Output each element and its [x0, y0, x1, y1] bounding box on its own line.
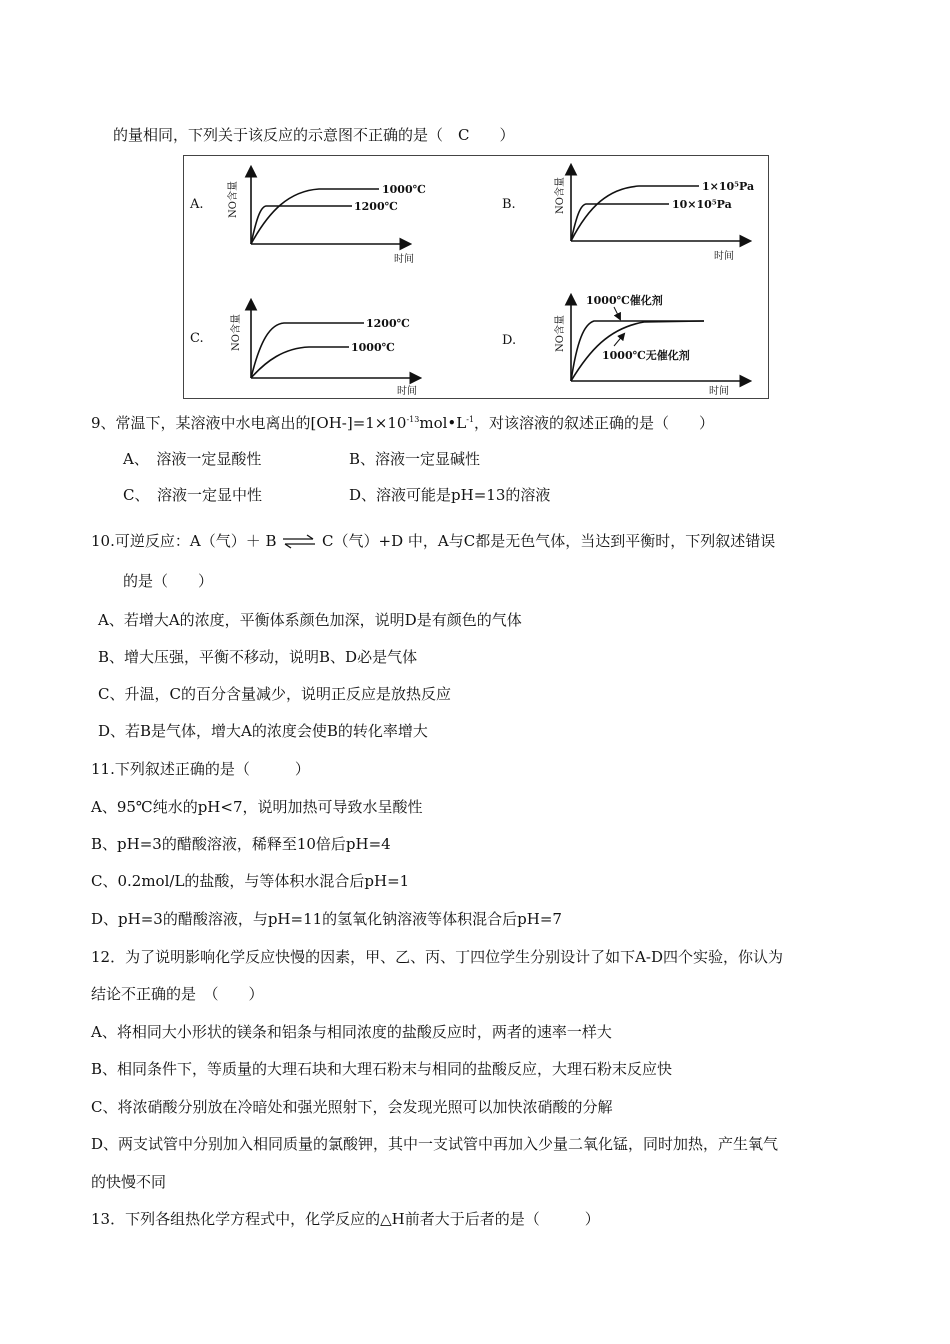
q12-option-c: C、将浓硝酸分别放在冷暗处和强光照射下，会发现光照可以加快浓硝酸的分解: [91, 1098, 613, 1116]
question-13-stem: 13．下列各组热化学方程式中，化学反应的△H前者大于后者的是（ ）: [91, 1210, 600, 1228]
q9-exp2: -1: [466, 415, 475, 424]
panel-b-label-1: 1×10⁵Pa: [702, 180, 755, 193]
panel-a-label-1200: 1200℃: [354, 200, 398, 213]
q12-option-d: D、两支试管中分别加入相同质量的氯酸钾，其中一支试管中再加入少量二氧化锰，同时加热，产生氧气: [91, 1135, 779, 1153]
q9-stem-b: mol•L: [419, 414, 467, 432]
q9-option-d: D、溶液可能是pH=13的溶液: [349, 486, 551, 504]
panel-a: [189, 168, 426, 265]
panel-c-xlabel: 时间: [397, 386, 417, 397]
q9-option-b: B、溶液一定显碱性: [349, 450, 481, 468]
panel-d-label-catalyst: 1000℃催化剂: [586, 294, 663, 307]
panel-d-xlabel: 时间: [709, 386, 729, 397]
q10-option-a: A、若增大A的浓度，平衡体系颜色加深，说明D是有颜色的气体: [98, 611, 522, 629]
panel-b-ylabel: NO含量: [555, 177, 566, 214]
q11-option-b: B、pH=3的醋酸溶液，稀释至10倍后pH=4: [91, 835, 391, 853]
q9-stem-c: ，对该溶液的叙述正确的是（ ）: [474, 414, 715, 432]
panel-d-ylabel: NO含量: [555, 315, 566, 352]
q11-option-d: D、pH=3的醋酸溶液，与pH=11的氢氧化钠溶液等体积混合后pH=7: [91, 910, 562, 928]
question-11-stem: 11.下列叙述正确的是（ ）: [91, 760, 310, 778]
q11-option-a: A、95℃纯水的pH<7，说明加热可导致水呈酸性: [91, 798, 423, 816]
panel-c: [190, 301, 419, 397]
panel-d: [502, 293, 749, 397]
panel-a-ylabel: NO含量: [228, 181, 239, 218]
q12-option-d-cont: 的快慢不同: [91, 1173, 167, 1191]
q9-exp: -13: [406, 415, 420, 424]
panel-b-letter: B.: [502, 197, 516, 212]
panel-c-letter: C.: [190, 331, 204, 346]
question-9-stem: [91, 410, 714, 433]
equilibrium-arrow-icon: [281, 534, 317, 550]
question-8-tail: 的量相同，下列关于该反应的示意图不正确的是（ C ）: [113, 126, 515, 144]
q10-option-b: B、增大压强，平衡不移动，说明B、D必是气体: [98, 648, 418, 666]
q12-option-a: A、将相同大小形状的镁条和铝条与相同浓度的盐酸反应时，两者的速率一样大: [91, 1023, 612, 1041]
panel-d-letter: D.: [502, 333, 517, 348]
panel-c-curve-1000: [251, 347, 349, 378]
panel-c-ylabel: NO含量: [231, 314, 242, 351]
panel-b-label-10: 10×10⁵Pa: [672, 198, 732, 211]
panel-c-label-1000: 1000℃: [351, 341, 395, 354]
q10-stem-cont: 的是（ ）: [123, 572, 214, 590]
panel-a-label-1000: 1000℃: [382, 183, 426, 196]
panel-b-curve-10: [571, 204, 669, 241]
q11-option-c: C、0.2mol/L的盐酸，与等体积水混合后pH=1: [91, 872, 410, 890]
panel-b-curve-1: [571, 186, 699, 241]
panel-a-curve-1200: [251, 206, 352, 244]
question-12-stem-cont: 结论不正确的是 （ ）: [91, 985, 264, 1003]
panel-b: [502, 166, 754, 262]
q10-stem-a: 10.可逆反应：A（气）＋ B: [91, 532, 277, 550]
q10-stem-b: C（气）+D 中，A与C都是无色气体，当达到平衡时，下列叙述错误: [322, 532, 776, 550]
question-10-stem: [91, 531, 775, 551]
q9-stem-a: 9、常温下，某溶液中水电离出的[OH-]=1×10: [91, 414, 407, 432]
panel-a-xlabel: 时间: [394, 254, 414, 265]
panel-d-label-no-catalyst: 1000℃无催化剂: [602, 349, 690, 362]
q10-option-d: D、若B是气体，增大A的浓度会使B的转化率增大: [98, 722, 428, 740]
q10-option-c: C、升温，C的百分含量减少，说明正反应是放热反应: [98, 685, 451, 703]
q12-option-b: B、相同条件下，等质量的大理石块和大理石粉末与相同的盐酸反应，大理石粉末反应快: [91, 1060, 673, 1078]
graphs-svg: [184, 156, 768, 398]
q9-option-c: C、 溶液一定显中性: [123, 486, 262, 504]
panel-a-curve-1000: [251, 189, 379, 244]
panel-a-letter: A.: [190, 197, 204, 212]
panel-c-curve-1200: [251, 323, 364, 378]
question-12-stem: 12．为了说明影响化学反应快慢的因素，甲、乙、丙、丁四位学生分别设计了如下A-D四个实验，你认为: [91, 948, 784, 966]
reaction-graphs-figure: [183, 155, 769, 399]
q9-option-a: A、 溶液一定显酸性: [123, 450, 262, 468]
panel-c-label-1200: 1200℃: [366, 317, 410, 330]
panel-b-xlabel: 时间: [714, 251, 734, 262]
